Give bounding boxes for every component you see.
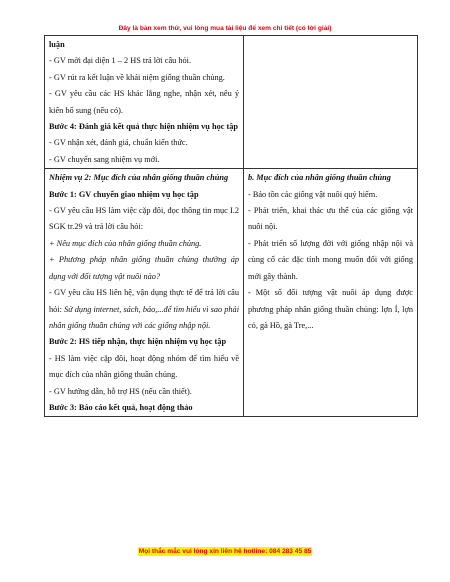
paragraph-text: - GV yêu cầu HS liên hệ, vận dụng thực tế để trả lời câu hỏi: — [49, 288, 239, 314]
paragraph: - GV nhận xét, đánh giá, chuẩn kiến thức. — [49, 138, 188, 148]
step-heading: Bước 2: HS tiếp nhận, thực hiện nhiệm vụ học tập — [49, 337, 227, 347]
content-cell — [244, 36, 418, 169]
content-cell — [244, 169, 418, 417]
paragraph: - GV yêu cầu HS làm việc cặp đôi, đọc thông tin mục I.2 SGK tr.29 và trả lời câu hỏi: — [49, 206, 239, 232]
paragraph: - Một số đối tượng vật nuôi áp dụng được phương pháp nhân giống thuần chủng: lợn Í, lợn cỏ, gà Hồ, gà Tre,... — [248, 288, 413, 330]
task-title: Nhiệm vụ 2: Mục đích của nhân giống thuần chủng — [49, 173, 229, 183]
step-heading: Bước 1: GV chuyển giao nhiệm vụ học tập — [49, 189, 199, 199]
paragraph: - GV rút ra kết luận về khái niệm giống thuần chủng. — [49, 72, 225, 82]
paragraph: - Bảo tồn các giống vật nuôi quý hiếm. — [248, 189, 378, 199]
paragraph: - Phát triển số lượng đời với giống nhập nội và cùng cố các đặc tính mong muốn đối với giống mới gây thành. — [248, 238, 413, 281]
step-heading: Bước 3: Báo cáo kết quả, hoạt động thảo — [49, 402, 193, 412]
table-row — [45, 169, 418, 417]
paragraph: - GV yêu cầu các HS khác lắng nghe, nhận xét, nêu ý kiến bổ sung (nếu có). — [49, 89, 239, 115]
paragraph: - GV mời đại diện 1 – 2 HS trả lời câu hỏi. — [49, 56, 192, 66]
hotline-banner — [0, 548, 450, 555]
question: + Phương pháp nhân giống thuần chủng thường áp dụng với đối tượng vật nuôi nào? — [49, 255, 239, 281]
preview-banner: Đây là bản xem thử, vui lòng mua tài liệu để xem chi tiết (có lời giải) — [118, 25, 332, 32]
paragraph — [49, 285, 239, 334]
lesson-table — [44, 35, 418, 417]
paragraph: - GV chuyển sang nhiệm vụ mới. — [49, 154, 160, 164]
paragraph: - Phát triển, khai thác ưu thế của các giống vật nuôi nội. — [248, 206, 413, 232]
question: + Nêu mục đích của nhân giống thuần chủng. — [49, 238, 202, 248]
activity-cell — [45, 169, 244, 417]
activity-cell — [45, 36, 244, 169]
table-row — [45, 36, 418, 169]
paragraph: - HS làm việc cặp đôi, hoạt động nhóm để tìm hiểu về mục đích của nhân giống thuần chủng. — [49, 353, 239, 380]
step-heading: luận — [49, 40, 65, 49]
hotline-text: Mọi thắc mắc vui lòng xin liên hệ hotline: 084 283 45 85 — [138, 548, 312, 555]
paragraph: - GV hướng dẫn, hỗ trợ HS (nếu cần thiết). — [49, 386, 192, 396]
step-heading: Bước 4: Đánh giá kết quả thực hiện nhiệm vụ học tập — [49, 122, 239, 132]
section-title: b. Mục đích của nhân giống thuần chủng — [248, 173, 391, 183]
paragraph-italic: Sử dụng internet, sách, báo,...để tìm hiểu vì sao phải nhân giống thuần chủng với các giống nhập nội. — [49, 304, 240, 330]
